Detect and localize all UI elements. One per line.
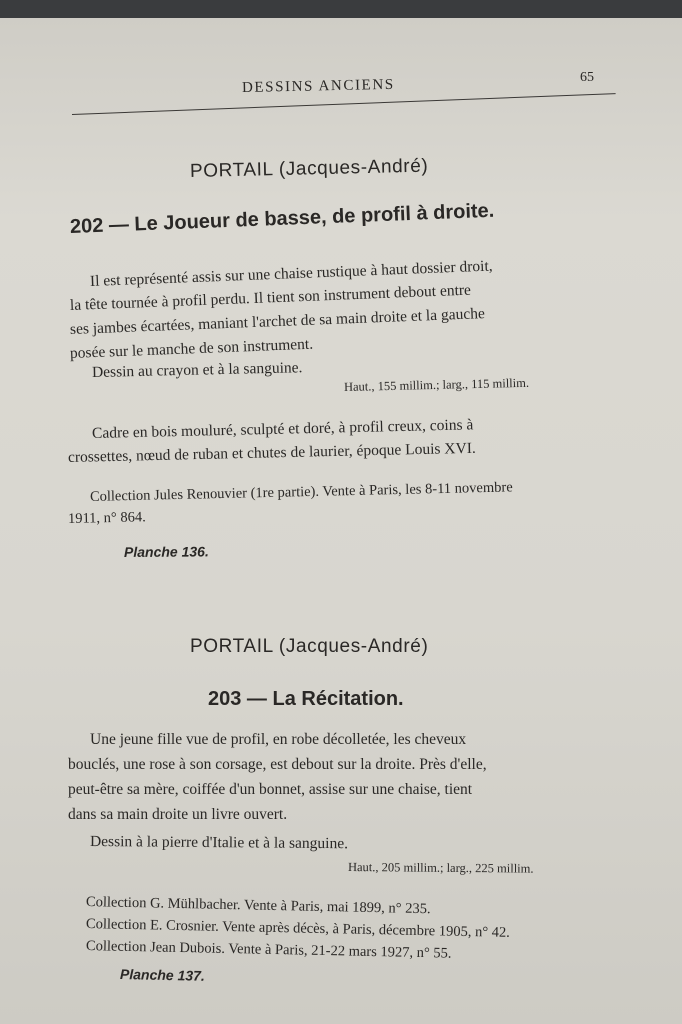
dimensions-203: Haut., 205 millim.; larg., 225 millim.: [347, 860, 534, 876]
description-line: Une jeune fille vue de profil, en robe décolletée, les cheveux: [90, 731, 467, 748]
description-line: peut-être sa mère, coiffée d'un bonnet, assise sur une chaise, tient: [68, 781, 473, 798]
description-line: posée sur le manche de son instrument.: [69, 335, 314, 362]
catalog-page: [0, 18, 682, 1024]
medium-text-202: Dessin au crayon et à la sanguine.: [91, 359, 303, 381]
description-line: Il est représenté assis sur une chaise rustique à haut dossier droit,: [89, 257, 493, 290]
plate-reference-202: Planche 136.: [123, 543, 209, 560]
running-header: DESSINS ANCIENS: [241, 76, 395, 96]
dimensions-202: Haut., 155 millim.; larg., 115 millim.: [343, 375, 530, 394]
provenance-line: Collection E. Crosnier. Vente après décès, à Paris, décembre 1905, n° 42.: [85, 916, 510, 941]
artist-heading-203: PORTAIL (Jacques-André): [190, 636, 429, 657]
description-line: la tête tournée à profil perdu. Il tient son instrument debout entre: [69, 281, 472, 314]
frame-line: Cadre en bois mouluré, sculpté et doré, à profil creux, coins à: [91, 416, 474, 442]
provenance-line: Collection Jean Dubois. Vente à Paris, 21-22 mars 1927, n° 55.: [85, 938, 452, 962]
description-line: dans sa main droite un livre ouvert.: [68, 806, 288, 823]
lot-title-202: 202 — Le Joueur de basse, de profil à droite.: [69, 199, 495, 238]
medium-text-203: Dessin à la pierre d'Italie et à la sanguine.: [89, 833, 349, 853]
header-rule: [72, 93, 616, 115]
provenance-line: 1911, n° 864.: [67, 509, 146, 527]
description-line: bouclés, une rose à son corsage, est debout sur la droite. Près d'elle,: [68, 756, 487, 773]
description-line: ses jambes écartées, maniant l'archet de sa main droite et la gauche: [69, 305, 486, 338]
frame-line: crossettes, nœud de ruban et chutes de laurier, époque Louis XVI.: [67, 439, 476, 466]
page-number: 65: [580, 70, 594, 85]
lot-title-203: 203 — La Récitation.: [208, 688, 404, 710]
plate-reference-203: Planche 137.: [119, 966, 205, 984]
provenance-line: Collection G. Mühlbacher. Vente à Paris, mai 1899, n° 235.: [85, 894, 431, 918]
provenance-line: Collection Jules Renouvier (1re partie). Vente à Paris, les 8-11 novembre: [89, 479, 513, 505]
artist-heading-202: PORTAIL (Jacques-André): [189, 155, 429, 182]
